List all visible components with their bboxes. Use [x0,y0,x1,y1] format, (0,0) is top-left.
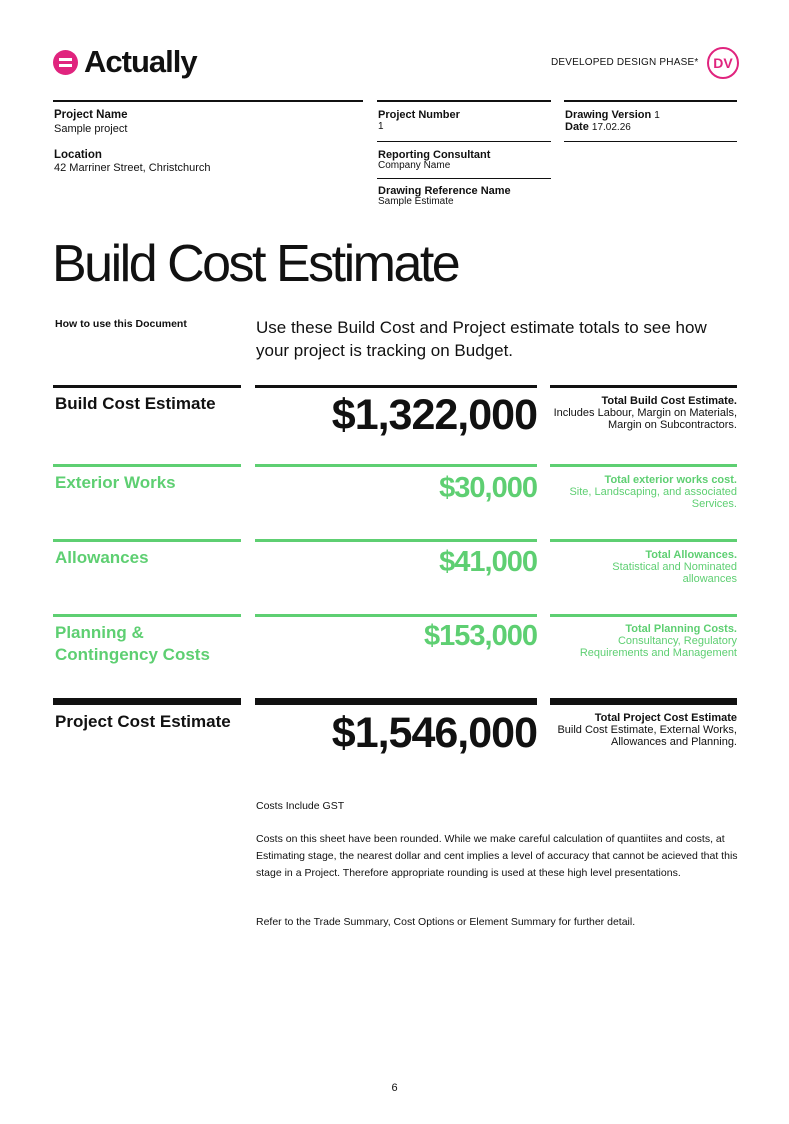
brand-name: Actually [84,44,197,79]
planning-contingency-label [55,622,210,666]
project-cost-amount: $1,546,000 [331,709,537,757]
planning-description [550,623,737,659]
drawing-reference-value: Sample Estimate [378,196,454,207]
gst-note: Costs Include GST [256,800,345,812]
project-number-value: 1 [378,121,384,132]
allowances-desc-text: Statistical and Nominated allowances [612,561,737,585]
planning-desc-title: Total Planning Costs. [625,623,737,635]
divider [255,698,537,705]
page-title: Build Cost Estimate [52,235,459,293]
divider [550,385,737,388]
divider [255,385,537,388]
planning-desc-text: Consultancy, Regulatory Requirements and Management [579,635,737,659]
planning-contingency-amount: $153,000 [424,620,537,652]
location-value: 42 Marriner Street, Christchurch [54,162,211,174]
divider [53,698,241,705]
date-label: Date [565,121,589,133]
date-value: 17.02.26 [591,122,631,133]
divider [550,464,737,467]
howto-label: How to use this Document [55,318,187,330]
rounding-note: Costs on this sheet have been rounded. While we make careful calculation of quantiites and costs, at Estimating stage, the nearest dollar and cent implies a level of accuracy that cannot be acieved that this stage in a Project. Therefore appropriate rounding is used at these high level presentations. [256,833,738,879]
brand-logo [53,44,197,80]
project-cost-desc-title: Total Project Cost Estimate [594,712,737,724]
exterior-works-desc-title: Total exterior works cost. [604,474,737,486]
divider [377,141,551,142]
drawing-date [565,121,631,133]
location-label: Location [54,149,102,161]
divider [53,539,241,542]
divider [377,178,551,179]
drawing-version-value: 1 [654,110,660,121]
project-cost-desc-text: Build Cost Estimate, External Works, Allowances and Planning. [557,724,737,748]
phase-badge: DV [707,47,739,79]
divider [377,100,551,102]
exterior-works-amount: $30,000 [439,472,537,504]
build-cost-description [540,395,737,431]
divider [53,614,241,617]
project-name-value: Sample project [54,123,128,135]
build-cost-desc-title: Total Build Cost Estimate. [601,395,737,407]
divider [53,385,241,388]
divider [564,141,737,142]
divider [550,614,737,617]
divider [53,464,241,467]
project-cost-label: Project Cost Estimate [55,712,231,731]
page-number: 6 [391,1082,398,1094]
refer-note: Refer to the Trade Summary, Cost Options or Element Summary for further detail. [256,916,636,928]
design-phase-label: DEVELOPED DESIGN PHASE* [551,57,699,68]
build-cost-desc-text: Includes Labour, Margin on Materials, Margin on Subcontractors. [553,407,737,431]
divider [255,614,537,617]
build-cost-label: Build Cost Estimate [55,394,216,413]
reporting-consultant-value: Company Name [378,160,451,171]
brand-logo-icon [53,50,78,75]
drawing-version-label: Drawing Version [565,109,652,121]
reporting-consultant-label: Reporting Consultant [378,149,491,161]
project-cost-description [550,712,737,748]
divider [255,539,537,542]
drawing-reference-label: Drawing Reference Name [378,185,511,197]
allowances-description [550,549,737,585]
drawing-version [565,109,660,121]
divider [255,464,537,467]
exterior-works-label: Exterior Works [55,473,176,492]
build-cost-amount: $1,322,000 [331,391,537,439]
divider [550,698,737,705]
project-name-label: Project Name [54,109,128,121]
divider [550,539,737,542]
allowances-label: Allowances [55,548,149,567]
planning-label-line2: Contingency Costs [55,645,210,664]
howto-text: Use these Build Cost and Project estimate totals to see how your project is tracking on Budget. [256,318,707,360]
divider [564,100,737,102]
divider [53,100,363,102]
exterior-works-desc-text: Site, Landscaping, and associated Services. [569,486,737,510]
planning-label-line1: Planning & [55,623,144,642]
allowances-desc-title: Total Allowances. [645,549,737,561]
allowances-amount: $41,000 [439,546,537,578]
exterior-works-description [550,474,737,510]
project-number-label: Project Number [378,109,460,121]
